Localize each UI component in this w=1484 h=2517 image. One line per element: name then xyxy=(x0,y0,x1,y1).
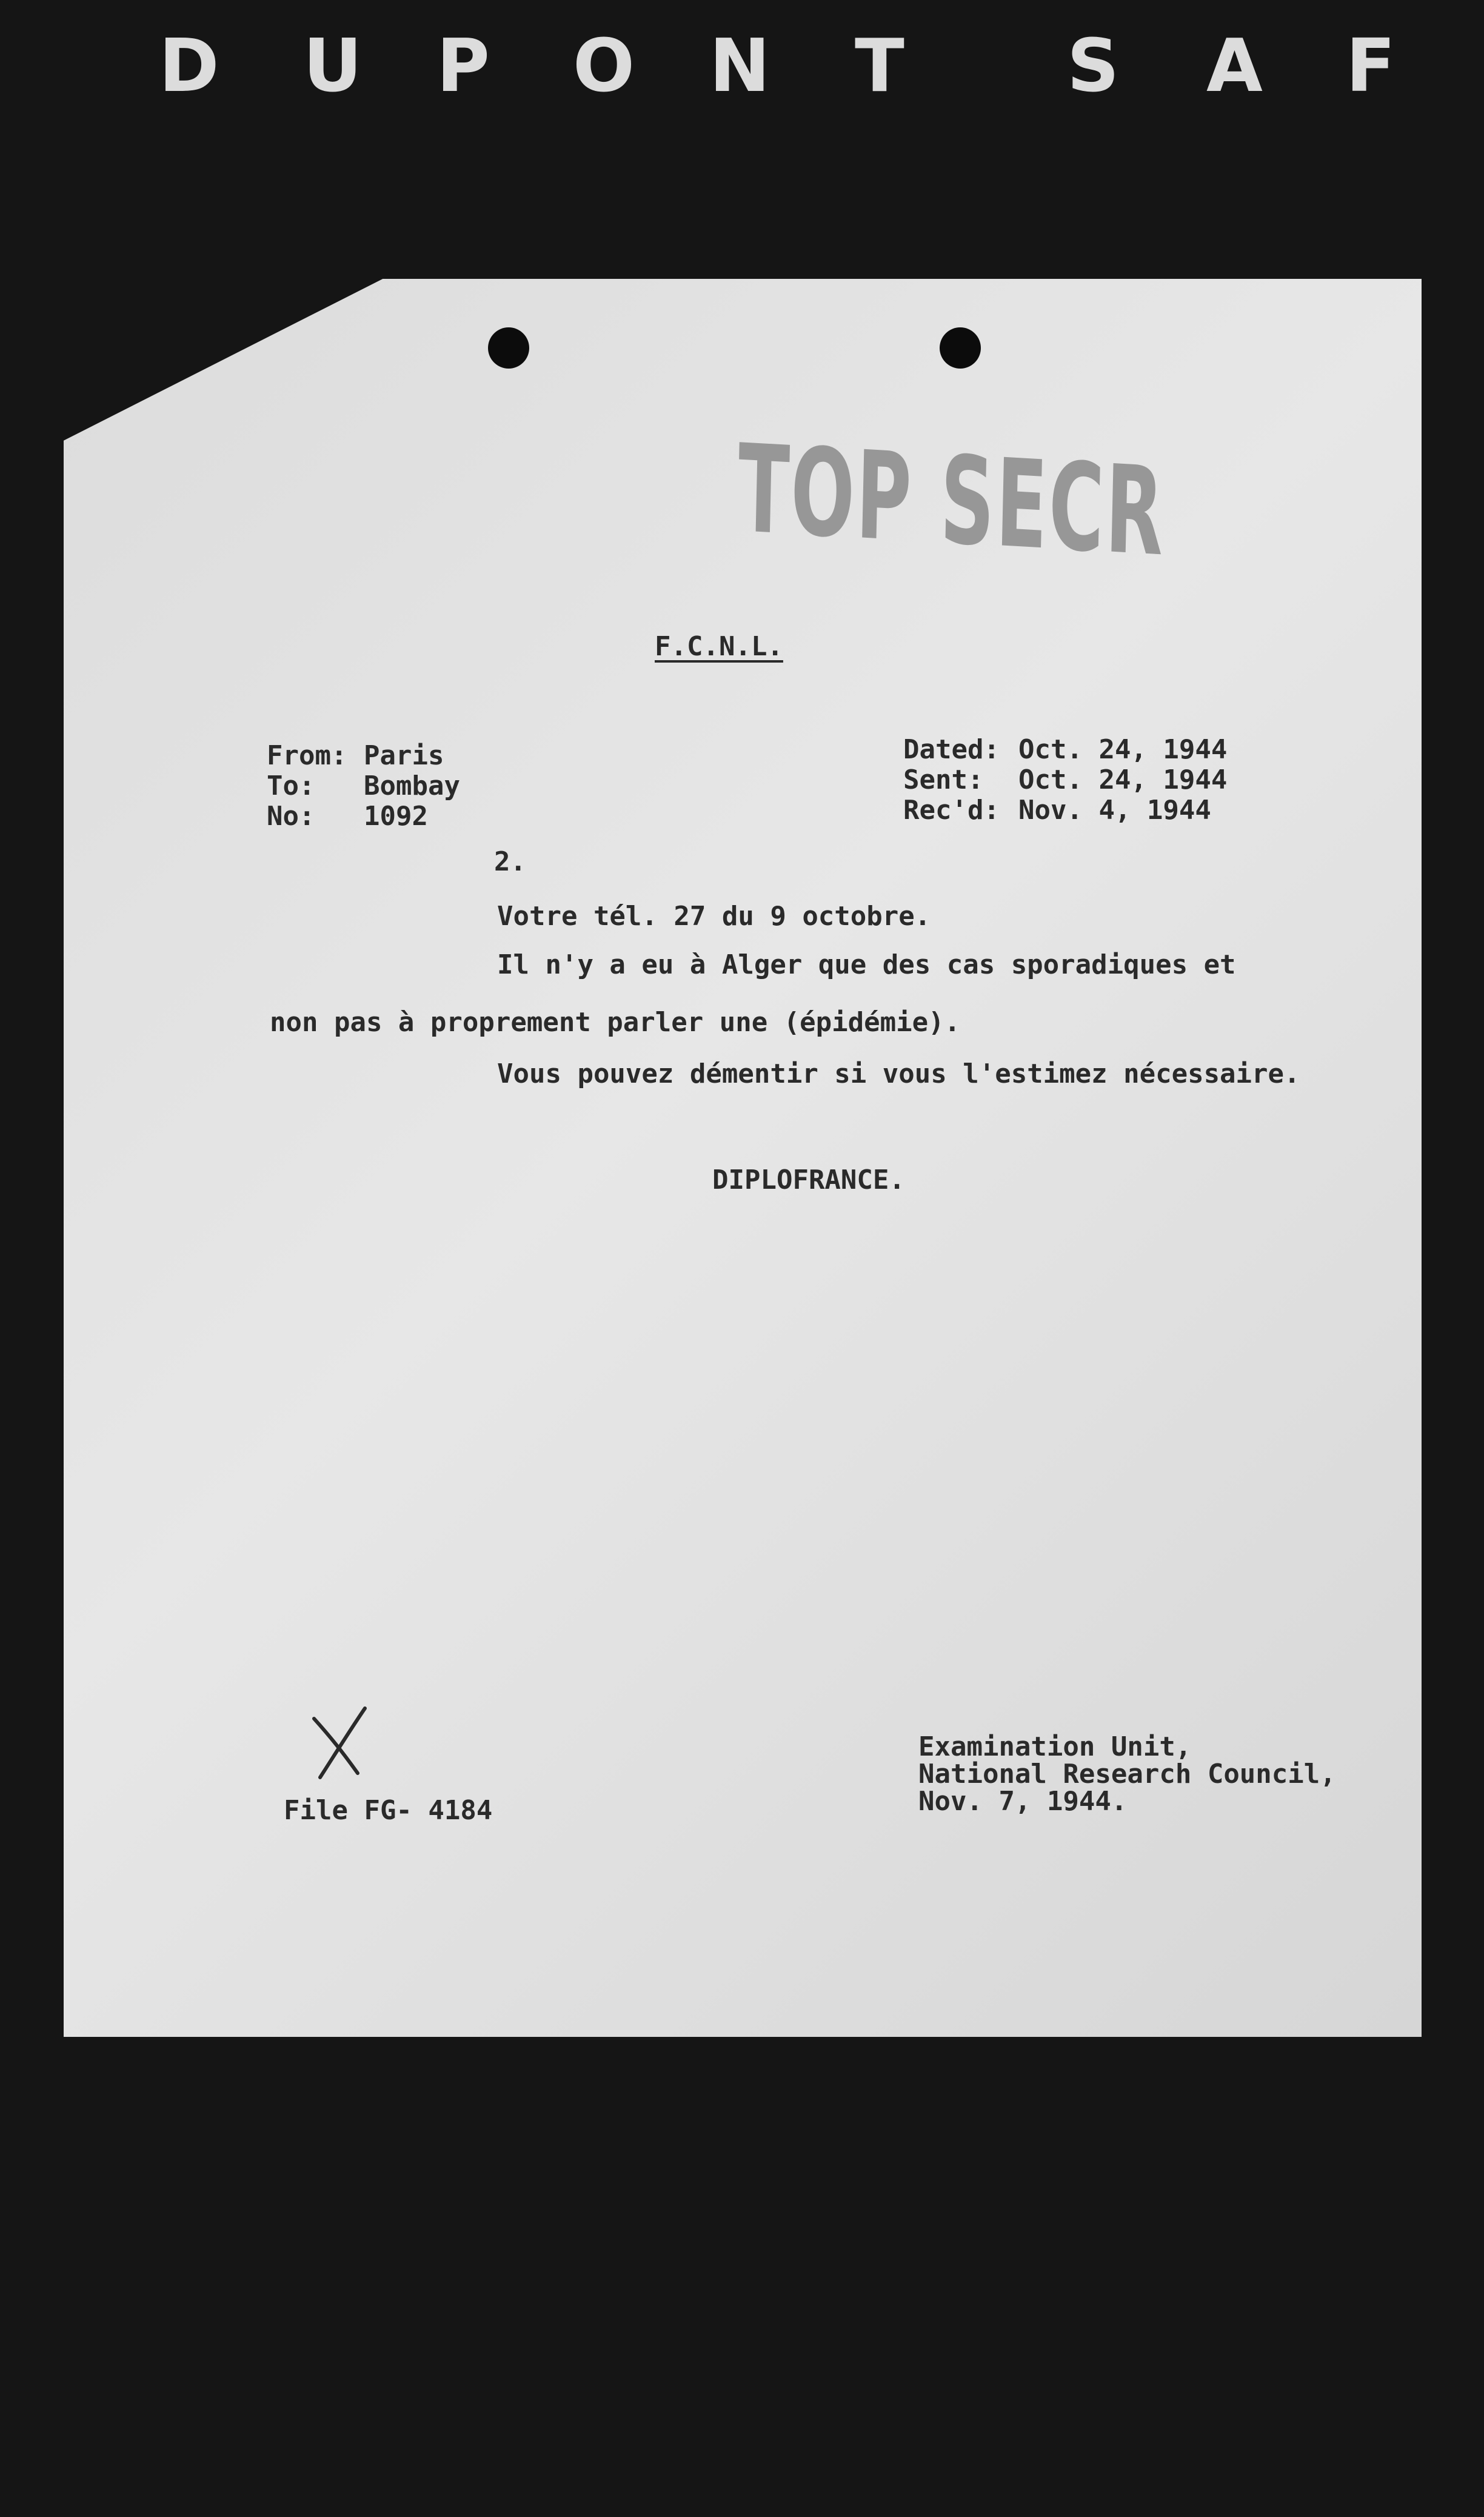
film-edge-letter: P xyxy=(436,24,490,109)
footer-line: Nov. 7, 1944. xyxy=(918,1786,1128,1817)
punch-hole xyxy=(940,327,981,369)
film-edge-letter: T xyxy=(855,24,905,109)
film-edge-letter: S xyxy=(1067,24,1120,109)
sent-value: Oct. 24, 1944 xyxy=(1018,764,1228,795)
body-line: non pas à proprement parler une (épidémie). xyxy=(270,1007,961,1038)
top-secret-stamp: TOP SECR xyxy=(736,418,1166,584)
message-number: 2. xyxy=(494,846,526,877)
body-line: Il n'y a eu à Alger que des cas sporadiques et xyxy=(497,949,1236,980)
from-label: From: xyxy=(267,740,347,771)
received-label: Rec'd: xyxy=(903,795,1000,826)
no-label: No: xyxy=(267,801,315,832)
footer-line: Examination Unit, xyxy=(918,1731,1192,1762)
footer-line: National Research Council, xyxy=(918,1759,1336,1790)
document-title: F.C.N.L. xyxy=(655,631,783,662)
film-edge-letter: D xyxy=(159,24,220,109)
sent-label: Sent: xyxy=(903,764,984,795)
film-edge-letter: U xyxy=(303,24,363,109)
body-line: Vous pouvez démentir si vous l'estimez nécessaire. xyxy=(497,1058,1300,1089)
film-edge-letter: A xyxy=(1206,24,1263,109)
to-label: To: xyxy=(267,770,315,801)
film-edge-letter: O xyxy=(573,24,636,109)
body-line: Votre tél. 27 du 9 octobre. xyxy=(497,901,931,932)
film-edge-letter: N xyxy=(709,24,771,109)
no-value: 1092 xyxy=(364,801,428,832)
dated-value: Oct. 24, 1944 xyxy=(1018,734,1228,765)
file-reference: File FG- 4184 xyxy=(284,1795,493,1826)
dated-label: Dated: xyxy=(903,734,1000,765)
punch-hole xyxy=(488,327,529,369)
to-value: Bombay xyxy=(364,770,460,801)
film-edge-letter: F xyxy=(1346,24,1396,109)
from-value: Paris xyxy=(364,740,444,771)
handwritten-x-mark xyxy=(309,1703,376,1782)
signature: DIPLOFRANCE. xyxy=(712,1165,905,1195)
film-edge-lettering xyxy=(0,24,1484,115)
received-value: Nov. 4, 1944 xyxy=(1018,795,1211,826)
